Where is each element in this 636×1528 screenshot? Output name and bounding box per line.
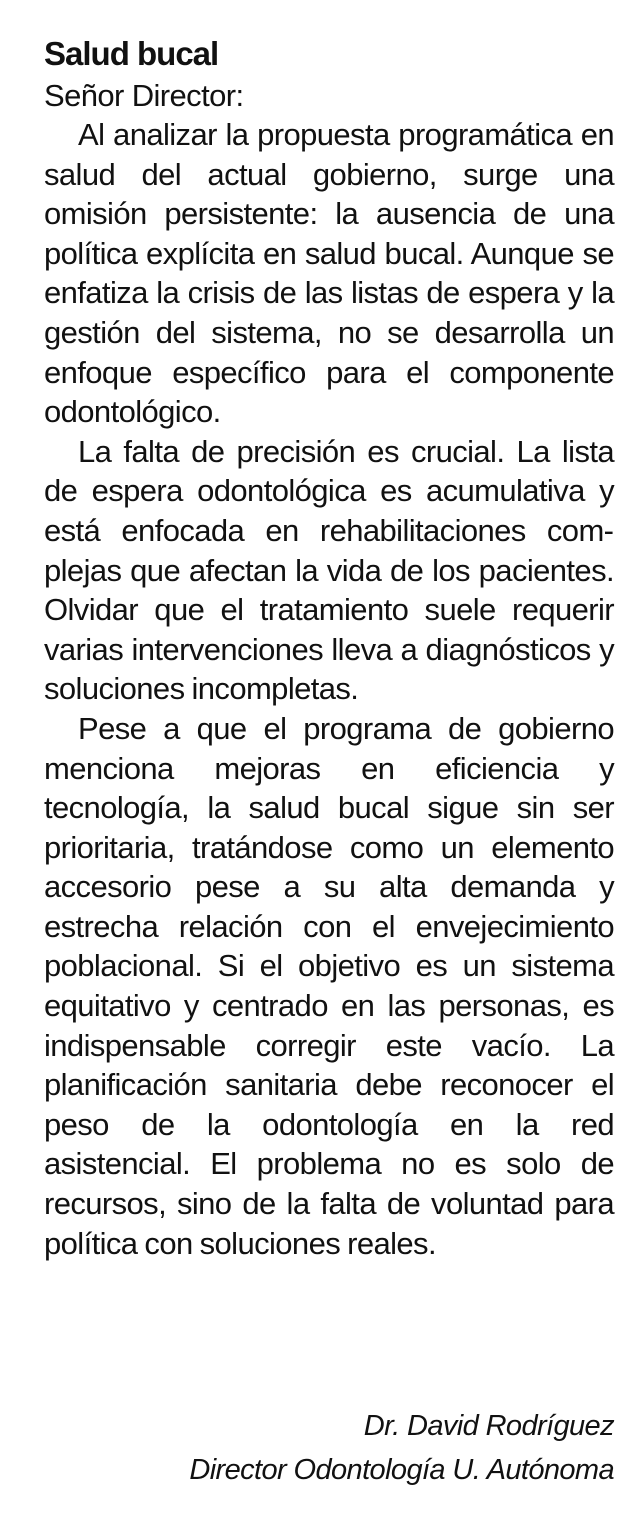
signature-role: Director Odontología U. Autónoma: [189, 1454, 614, 1486]
signature-block: [189, 1404, 614, 1492]
salutation: Señor Director:: [44, 78, 244, 113]
letter-title: Salud bucal: [44, 35, 219, 72]
signature-name: Dr. David Rodríguez: [363, 1410, 614, 1442]
paragraph-1: Al analizar la propuesta programática en salud del actual gobierno, surge una omisión persistente: la ausencia de una política explícita en salud bucal. Aunque se enfatiza la crisis de las listas de espera y la gestión del sistema, no se desarrolla un enfoque específico para el componente odontológico.: [44, 117, 614, 430]
letter-to-editor: [44, 34, 614, 1263]
paragraph-2: La falta de precisión es crucial. La lista de espera odontológica es acumulativa y está enfocada en rehabilitaciones complejas que afectan la vida de los pacientes. Olvidar que el tratamiento suele requerir varias intervenciones lleva a diagnósticos y soluciones incompletas.: [44, 433, 614, 707]
paragraph-3: Pese a que el programa de gobierno menciona mejoras en eficiencia y tecnología, la salud bucal sigue sin ser prioritaria, tratándose como un elemento accesorio pese a su alta demanda y estrecha relación con el envejecimiento poblacional. Si el objetivo es un sistema equitativo y centrado en las personas, es indispensable corregir este vacío. La planificación sanitaria debe reconocer el peso de la odontología en la red asistencial. El problema no es solo de recursos, sino de la falta de voluntad para política con soluciones reales.: [44, 710, 614, 1261]
